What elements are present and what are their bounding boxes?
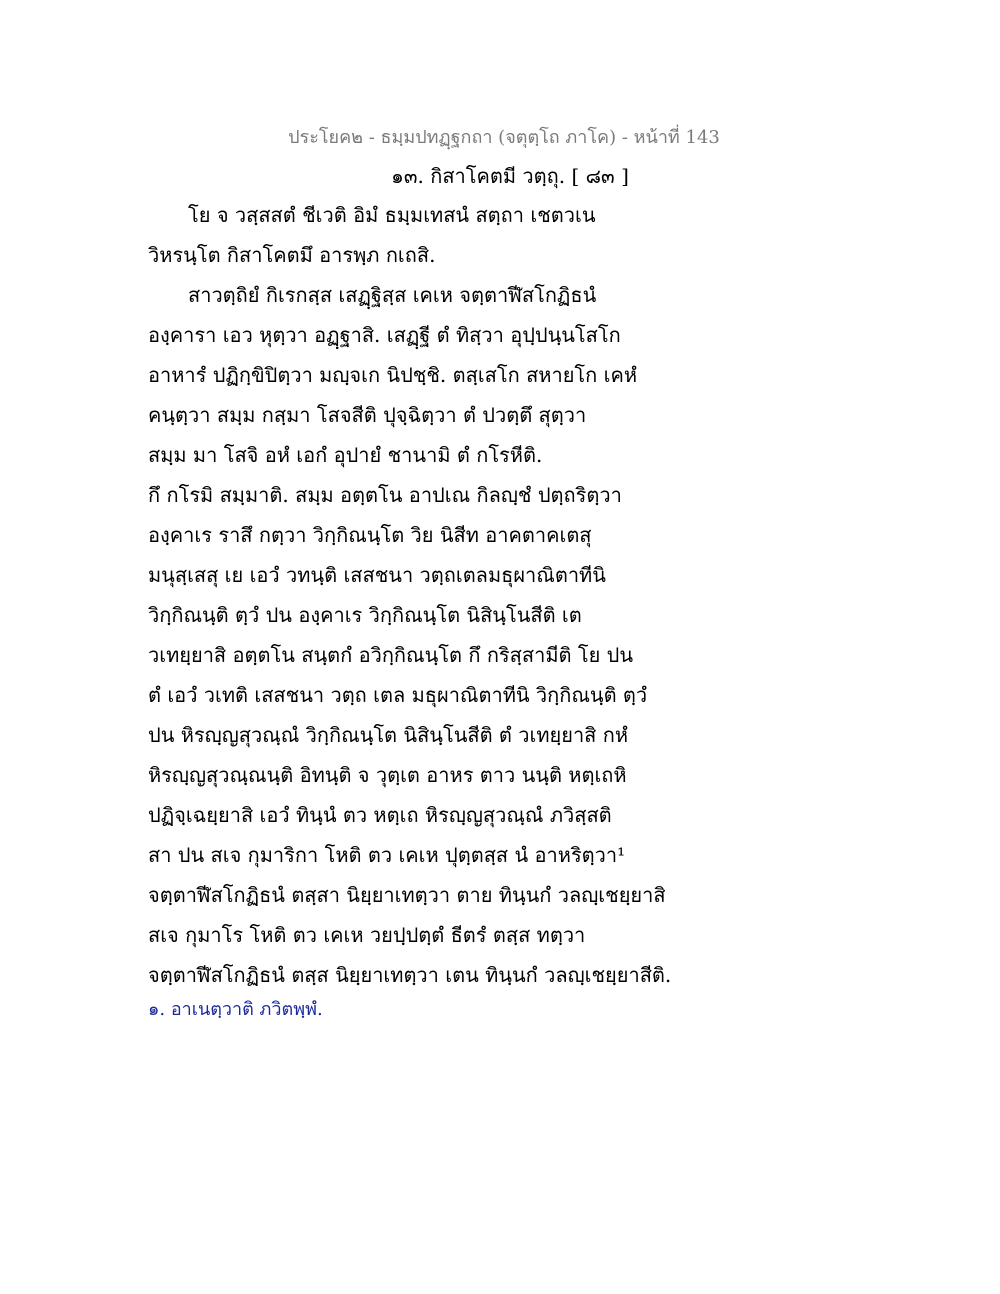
text-line: โย จ วสฺสสตํ ชีเวติ อิมํ ธมฺมเทสนํ สตฺถา เชตวเน: [188, 203, 596, 227]
text-line: สเจ กุมาโร โหติ ตว เคเห วยปฺปตฺตํ ธีตรํ ตสฺส ทตฺวา: [148, 923, 586, 947]
page-header-text: ประโยค๒ - ธมฺมปทฏฺฐกถา (จตุตฺโถ ภาโค) - หน้าที่ 143: [288, 127, 720, 148]
page-header: [0, 122, 1000, 151]
text-line: วิหรนฺโต กิสาโคตมึ อารพฺภ กเถสิ.: [148, 243, 436, 267]
text-line: อาหารํ ปฏิกฺขิปิตฺวา มญฺจเก นิปชฺชิ. ตสฺเสโก สหายโก เคหํ: [148, 363, 638, 387]
text-line: ปฏิจฺเฉยฺยาสิ เอวํ ทินฺนํ ตว หตฺเถ หิรญฺญสุวณฺณํ ภวิสฺสติ: [148, 803, 612, 827]
section-title: ๑๓. กิสาโคตมี วตฺถุ. [ ๘๓ ]: [391, 164, 629, 188]
text-line: สมฺม มา โสจิ อหํ เอกํ อุปายํ ชานามิ ตํ กโรหีติ.: [148, 443, 543, 467]
text-line: หิรญฺญสุวณฺณนฺติ อิทนฺติ จ วุตฺเต อาหร ตาว นนฺติ หตฺเถหิ: [148, 763, 627, 787]
text-line: องฺคารา เอว หุตฺวา อฏฺฐาสิ. เสฏฺฐี ตํ ทิสฺวา อุปฺปนฺนโสโก: [148, 323, 621, 347]
text-line: จตฺตาฬีสโกฏิธนํ ตสฺสา นิยฺยาเทตฺวา ตาย ทินฺนกํ วลญฺเชยฺยาสิ: [148, 883, 666, 907]
text-line: สา ปน สเจ กุมาริกา โหติ ตว เคเห ปุตฺตสฺส นํ อาหริตฺวา¹: [148, 843, 626, 867]
text-line: มนุสฺเสสุ เย เอวํ วทนฺติ เสสชนา วตฺถเตลมธุผาณิตาทีนิ: [148, 563, 606, 587]
text-line: วเทยฺยาสิ อตฺตโน สนฺตกํ อวิกฺกิณนฺโต กึ กริสฺสามีติ โย ปน: [148, 643, 634, 667]
text-line: จตฺตาฬีสโกฏิธนํ ตสฺส นิยฺยาเทตฺวา เตน ทินฺนกํ วลญฺเชยฺยาสีติ.: [148, 963, 672, 987]
text-line: ปน หิรญฺญสุวณฺณํ วิกฺกิณนฺโต นิสินฺโนสีติ ตํ วเทยฺยาสิ กหํ: [148, 723, 629, 747]
text-line: วิกฺกิณนฺติ ตฺวํ ปน องฺคาเร วิกฺกิณนฺโต นิสินฺโนสีติ เต: [148, 603, 582, 627]
body-text: [148, 200, 678, 1000]
text-line: กึ กโรมิ สมฺมาติ. สมฺม อตฺตโน อาปเณ กิลญฺชํ ปตฺถริตฺวา: [148, 483, 622, 507]
footnote: ๑. อาเนตฺวาติ ภวิตพฺพํ.: [148, 999, 323, 1020]
text-line: สาวตฺถิยํ กิเรกสฺส เสฏฺฐิสฺส เคเห จตฺตาฬีสโกฏิธนํ: [188, 283, 597, 307]
text-line: คนฺตฺวา สมฺม กสฺมา โสจสีติ ปุจฺฉิตฺวา ตํ ปวตฺตึ สุตฺวา: [148, 403, 587, 427]
text-line: องฺคาเร ราสึ กตฺวา วิกฺกิณนฺโต วิย นิสีท อาคตาคเตสุ: [148, 523, 592, 547]
text-line: ตํ เอวํ วเทติ เสสชนา วตฺถ เตล มธุผาณิตาทีนิ วิกฺกิณนฺติ ตฺวํ: [148, 683, 648, 707]
